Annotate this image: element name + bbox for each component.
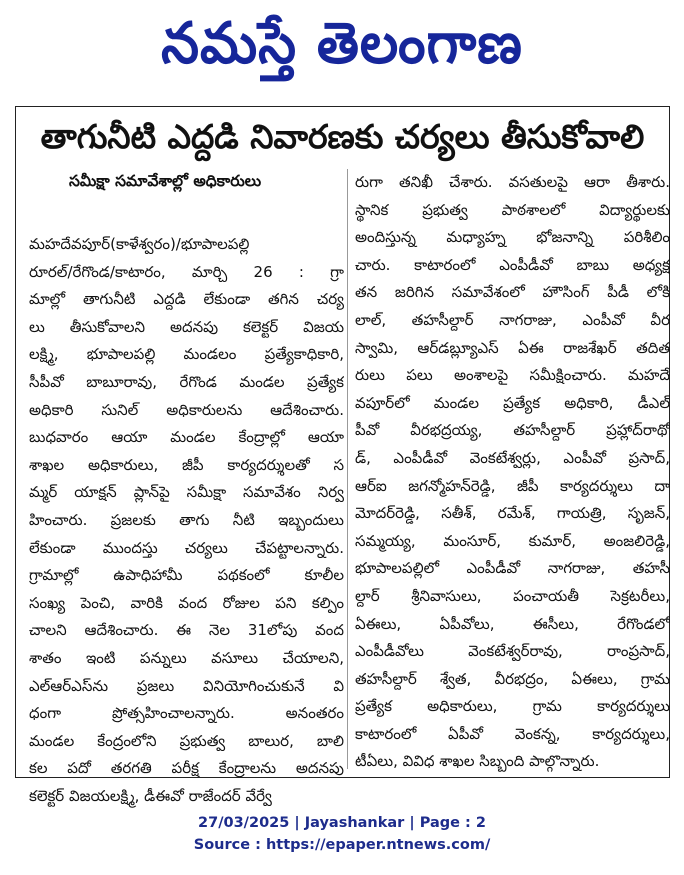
article-text-line: తహసీల్దార్ శ్వేత, వీరభద్రం, ఏఈలు, గ్రామ <box>355 669 670 688</box>
article-column-left <box>29 231 344 810</box>
article-text-line: మాల్లో తాగునీటి ఎద్దడి లేకుండా తగిన చర్య <box>29 290 344 309</box>
article-text-line: లాల్, తహసీల్దార్ నాగరాజు, ఎంపీవో వీర <box>355 310 670 329</box>
article-subhead: సమీక్షా సమావేశాల్లో అధికారులు <box>69 172 262 190</box>
article-text-line: శాతం ఇంటి పన్నులు వసూలు చేయాలని, <box>29 648 344 667</box>
article-text-line: మ్మర్ యాక్షన్ ప్లాన్‌పై సమీక్షా సమావేశం నిర్వ <box>29 483 344 502</box>
article-text-line: మోదర్‌రెడ్డి, సతీశ్, రమేశ్, గాయత్రి, సృజన్, <box>355 504 670 523</box>
article-text-line: లు తీసుకోవాలని అదనపు కలెక్టర్ విజయ <box>29 317 344 336</box>
footer-source-line: Source : https://epaper.ntnews.com/ <box>193 837 491 853</box>
article-text-line: రూరల్/రేగొండ/కాటారం, మార్చి 26 : గ్రా <box>29 262 344 281</box>
article-text-line: మహదేవపూర్(కాళేశ్వరం)/భూపాలపల్లి <box>29 235 250 253</box>
footer-date-line: 27/03/2025 | Jayashankar | Page : 2 <box>198 815 486 831</box>
newspaper-logo: నమస్తే తెలంగాణ <box>161 9 523 76</box>
article-text-line: ఆర్ఐ జగన్మోహన్‌రెడ్డి, జీపీ కార్యదర్శులు దా <box>355 476 670 495</box>
column-divider <box>347 169 348 769</box>
article-text-line: భూపాలపల్లిలో ఎంపీడీవో నాగరాజు, తహసీ <box>355 559 670 578</box>
article-text-line: లేకుండా ముందస్తు చర్యలు చేపట్టాలన్నారు. <box>29 538 344 557</box>
page-footer <box>0 812 684 856</box>
article-text-line: గ్రామాల్లో ఉపాధిహామీ పథకంలో కూలీల <box>29 566 344 585</box>
article-text-line: మండల కేంద్రంలోని ప్రభుత్వ బాలుర, బాలి <box>29 731 344 750</box>
article-text-line: బుధవారం ఆయా మండల కేంద్రాల్లో ఆయా <box>29 428 344 447</box>
article-text-line: పీవో వీరభద్రయ్య, తహసీల్దార్ ప్రహ్లాద్‌రాథో <box>355 421 670 440</box>
article-text-line: తన జరిగిన సమావేశంలో హౌసింగ్ పీడీ లోకి <box>355 283 670 302</box>
article-text-line: స్థానిక ప్రభుత్వ పాఠశాలలో విద్యార్థులకు <box>355 200 670 219</box>
article-text-line: సమ్మయ్య, మంసూర్, కుమార్, అంజలిరెడ్డి, <box>355 531 670 550</box>
article-text-line: సీపీవో బాబూరావు, రేగొండ మండల ప్రత్యేక <box>29 372 344 391</box>
article-text-line: హించారు. ప్రజలకు తాగు నీటి ఇబ్బందులు <box>29 510 344 529</box>
article-text-line: రుగా తనిఖీ చేశారు. వసతులపై ఆరా తీశారు. <box>355 173 670 191</box>
article-text-line: స్వామి, ఆర్‌డబ్ల్యూఎస్ ఏఈ రాజశేఖర్ తదిత <box>355 338 670 357</box>
article-headline: తాగునీటి ఎద్దడి నివారణకు చర్యలు తీసుకోవాలి <box>40 117 645 156</box>
article-text-line: కాటారంలో ఏపీవో వెంకన్న, కార్యదర్శులు, <box>355 724 670 743</box>
article-column-right <box>355 169 670 776</box>
article-text-line: సంఖ్య పెంచి, వారికి వంద రోజుల పని కల్పిం <box>29 593 344 612</box>
article-text-line: ఏఈలు, ఏపీవోలు, ఈసీలు, రేగొండలో <box>355 614 670 633</box>
article-text-line: చాలని ఆదేశించారు. ఈ నెల 31లోపు వంద <box>29 621 344 640</box>
article-text-line: అధికారి సునిల్ అధికారులను ఆదేశించారు. <box>29 400 344 419</box>
article-text-line: డ్, ఎంపీడీవో వెంకటేశ్వర్లు, ఎంపీవో ప్రసాద్, <box>355 448 670 467</box>
article-text-line: రులు పలు అంశాలపై సమీక్షించారు. మహదే <box>355 366 670 385</box>
article-text-line: లక్ష్మి, భూపాలపల్లి మండలం ప్రత్యేకాధికారి, <box>29 345 344 364</box>
article-clipping <box>15 106 670 805</box>
article-text-line: ప్రత్యేక అధికారులు, గ్రామ కార్యదర్శులు <box>355 697 670 716</box>
article-text-line: శాఖల అధికారులు, జీపీ కార్యదర్శులతో స <box>29 455 344 474</box>
article-text-line: కల పదో తరగతి పరీక్ష కేంద్రాలను అదనపు <box>29 759 344 778</box>
masthead <box>0 0 684 100</box>
article-text-line: టీఏలు, వివిధ శాఖల సిబ్బంది పాల్గొన్నారు. <box>355 752 600 771</box>
article-text-line: వపూర్‌లో మండల ప్రత్యేక అధికారి, డీఎల్ <box>355 393 670 412</box>
article-text-line: ఎంపీడీవోలు వెంకటేశ్వర్‌రావు, రాంప్రసాద్, <box>355 642 670 661</box>
article-text-line: అందిస్తున్న మధ్యాహ్న భోజనాన్ని పరిశీలిం <box>355 228 670 247</box>
article-text-line: ఎల్ఆర్ఎస్‌ను ప్రజలు వినియోగించుకునే వి <box>29 676 344 695</box>
article-text-line: చారు. కాటారంలో ఎంపీడీవో బాబు అధ్యక్ష <box>355 255 670 274</box>
article-text-line: కలెక్టర్ విజయలక్ష్మి, డీఈవో రాజేందర్ వేర్వే <box>29 786 272 805</box>
article-text-line: ధంగా ప్రోత్సహించాలన్నారు. అనంతరం <box>29 704 344 723</box>
article-text-line: ల్దార్ శ్రీనివాసులు, పంచాయతీ సెక్రటరీలు, <box>355 586 670 605</box>
